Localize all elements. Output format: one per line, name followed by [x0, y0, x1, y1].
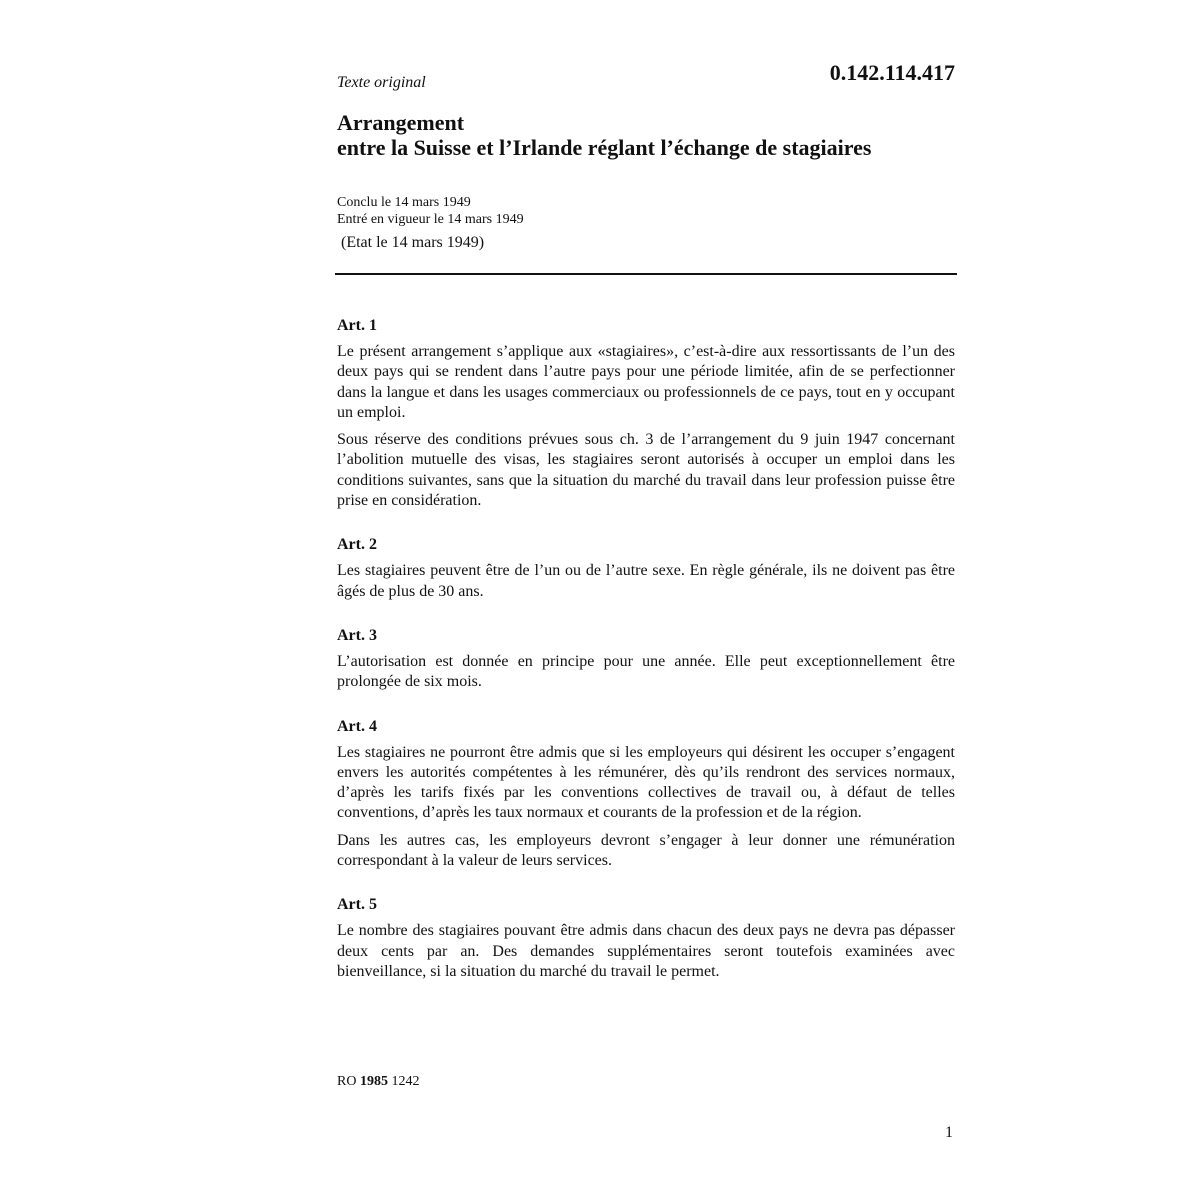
- original-text-label: Texte original: [337, 74, 426, 91]
- article-1: [337, 316, 955, 511]
- official-compilation-reference: [337, 1074, 419, 1090]
- article-2: [337, 535, 955, 602]
- sr-number: 0.142.114.417: [829, 60, 955, 85]
- article-5: [337, 895, 955, 982]
- article-paragraph: Les stagiaires ne pourront être admis que si les employeurs qui désirent les occuper s’engagent envers les autorités compétentes à les rémunérer, dès qu’ils rendront des services normaux, d’après les tarifs fixés par les conventions collectives de travail ou, à défaut de telles conventions, d’après les taux normaux et courants de la profession et de la région.: [337, 743, 955, 822]
- article-paragraph: L’autorisation est donnée en principe pour une année. Elle peut exceptionnellement être prolongée de six mois.: [337, 652, 955, 691]
- article-heading: Art. 4: [337, 717, 377, 735]
- articles-container: [337, 316, 955, 1006]
- article-paragraph: Sous réserve des conditions prévues sous ch. 3 de l’arrangement du 9 juin 1947 concernant l’abolition mutuelle des visas, les stagiaires seront autorisés à occuper un emploi dans les conditions suivantes, sans que la situation du marché du travail dans leur profession puisse être prise en considération.: [337, 431, 955, 510]
- article-4: [337, 717, 955, 872]
- ro-page: 1242: [391, 1074, 420, 1089]
- in-force-date: Entré en vigueur le 14 mars 1949: [337, 212, 524, 227]
- article-heading: Art. 2: [337, 536, 377, 554]
- page-number: 1: [945, 1124, 953, 1141]
- header-divider: [335, 273, 957, 275]
- title-line-1: Arrangement: [337, 110, 465, 135]
- ro-prefix: RO: [337, 1074, 357, 1089]
- article-3: [337, 626, 955, 693]
- article-heading: Art. 5: [337, 896, 377, 914]
- state-date: (Etat le 14 mars 1949): [341, 234, 485, 251]
- article-paragraph: Dans les autres cas, les employeurs devront s’engager à leur donner une rémunération correspondant à la valeur de leurs services.: [337, 831, 955, 870]
- article-paragraph: Les stagiaires peuvent être de l’un ou de l’autre sexe. En règle générale, ils ne doivent pas être âgés de plus de 30 ans.: [337, 562, 955, 600]
- article-heading: Art. 3: [337, 626, 377, 644]
- concluded-date: Conclu le 14 mars 1949: [337, 195, 471, 210]
- document-title: [337, 110, 871, 160]
- date-info: [337, 194, 524, 228]
- document-page: [337, 0, 957, 1200]
- article-paragraph: Le nombre des stagiaires pouvant être admis dans chacun des deux pays ne devra pas dépasser deux cents par an. Des demandes supplémentaires seront toutefois examinées avec bienveillance, si la situation du marché du travail le permet.: [337, 922, 955, 980]
- ro-year: 1985: [359, 1074, 388, 1089]
- article-paragraph: Le présent arrangement s’applique aux «stagiaires», c’est-à-dire aux ressortissants de l’un des deux pays qui se rendent dans l’autre pays pour une période limitée, afin de se perfectionner dans la langue et dans les usages commerciaux ou professionnels de ce pays, tout en y occupant un emploi.: [337, 343, 955, 421]
- article-heading: Art. 1: [337, 317, 377, 334]
- title-line-2: entre la Suisse et l’Irlande réglant l’échange de stagiaires: [337, 135, 872, 160]
